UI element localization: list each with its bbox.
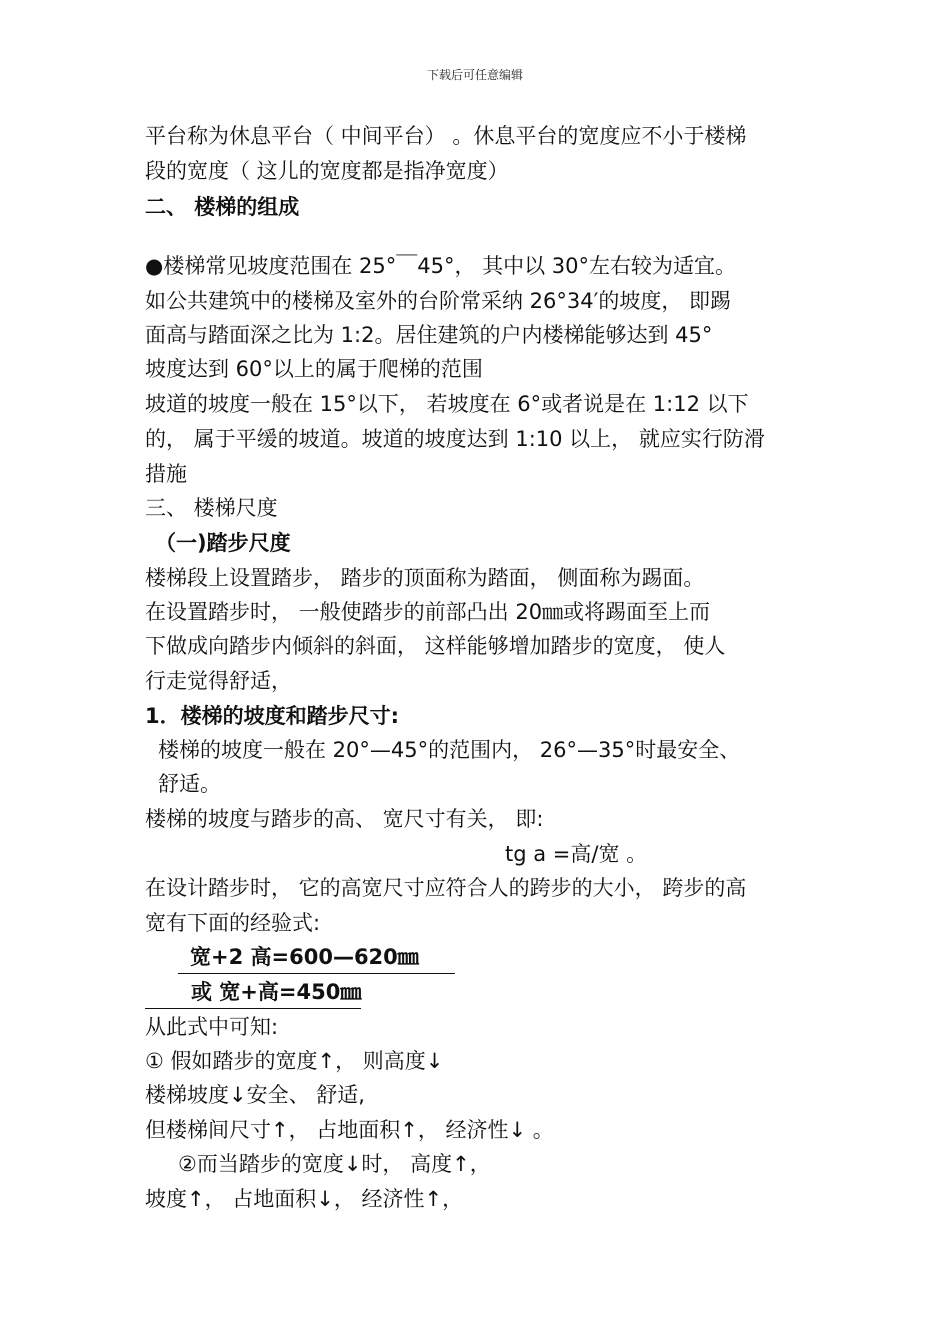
text-line: ●楼梯常见坡度范围在 25°￣45°， 其中以 30°左右较为适宜。 <box>145 254 737 278</box>
text-line: 如公共建筑中的楼梯及室外的台阶常采纳 26°34′的坡度， 即踢 <box>145 289 732 313</box>
formula-tangent: tg a =高/宽 。 <box>505 842 648 866</box>
page-header: 下载后可任意编辑 <box>426 68 523 82</box>
section-heading: 三、 楼梯尺度 <box>145 496 278 520</box>
text-line: 坡度↑， 占地面积↓， 经济性↑， <box>145 1187 464 1211</box>
item-heading: 1．楼梯的坡度和踏步尺寸: <box>145 704 400 728</box>
text-line: 楼梯坡度↓安全、 舒适, <box>145 1083 365 1107</box>
text-line: 从此式中可知: <box>145 1015 279 1039</box>
text-line: ① 假如踏步的宽度↑， 则高度↓ <box>145 1049 444 1073</box>
text-line: 下做成向踏步内倾斜的斜面， 这样能够增加踏步的宽度， 使人 <box>145 634 726 658</box>
text-line: 段的宽度（ 这儿的宽度都是指净宽度） <box>145 159 509 183</box>
text-line: 楼梯段上设置踏步， 踏步的顶面称为踏面， 侧面称为踢面。 <box>145 566 705 590</box>
formula-line-2 <box>145 978 361 1009</box>
text-line: ②而当踏步的宽度↓时， 高度↑， <box>178 1152 491 1176</box>
formula-2: 或 宽+高=450㎜ <box>145 978 361 1009</box>
text-line: 在设置踏步时， 一般使踏步的前部凸出 20㎜或将踢面至上而 <box>145 600 711 624</box>
text-line: 楼梯的坡度一般在 20°—45°的范围内， 26°—35°时最安全、 <box>158 738 741 762</box>
text-line: 面高与踏面深之比为 1:2。居住建筑的户内楼梯能够达到 45° <box>145 323 713 347</box>
text-line: 楼梯的坡度与踏步的高、 宽尺寸有关， 即: <box>145 807 544 831</box>
text-line: 行走觉得舒适， <box>145 669 292 693</box>
section-heading: 二、 楼梯的组成 <box>145 195 300 219</box>
formula-line-1 <box>178 943 455 974</box>
text-line: 坡度达到 60°以上的属于爬梯的范围 <box>145 357 483 381</box>
text-line: 舒适。 <box>158 772 221 796</box>
text-line: 宽有下面的经验式: <box>145 911 321 935</box>
text-line: 措施 <box>145 462 187 486</box>
text-line: 的， 属于平缓的坡道。坡道的坡度达到 1:10 以上， 就应实行防滑 <box>145 427 765 451</box>
text-line: 在设计踏步时， 它的高宽尺寸应符合人的跨步的大小， 跨步的高 <box>145 876 747 900</box>
text-line: 坡道的坡度一般在 15°以下， 若坡度在 6°或者说是在 1:12 以下 <box>145 392 749 416</box>
text-line: 平台称为休息平台（ 中间平台） 。休息平台的宽度应不小于楼梯 <box>145 124 747 148</box>
subsection-heading: （一)踏步尺度 <box>155 531 291 555</box>
text-line: 但楼梯间尺寸↑， 占地面积↑， 经济性↓ 。 <box>145 1118 554 1142</box>
formula-1: 宽+2 高=600—620㎜ <box>178 943 455 974</box>
